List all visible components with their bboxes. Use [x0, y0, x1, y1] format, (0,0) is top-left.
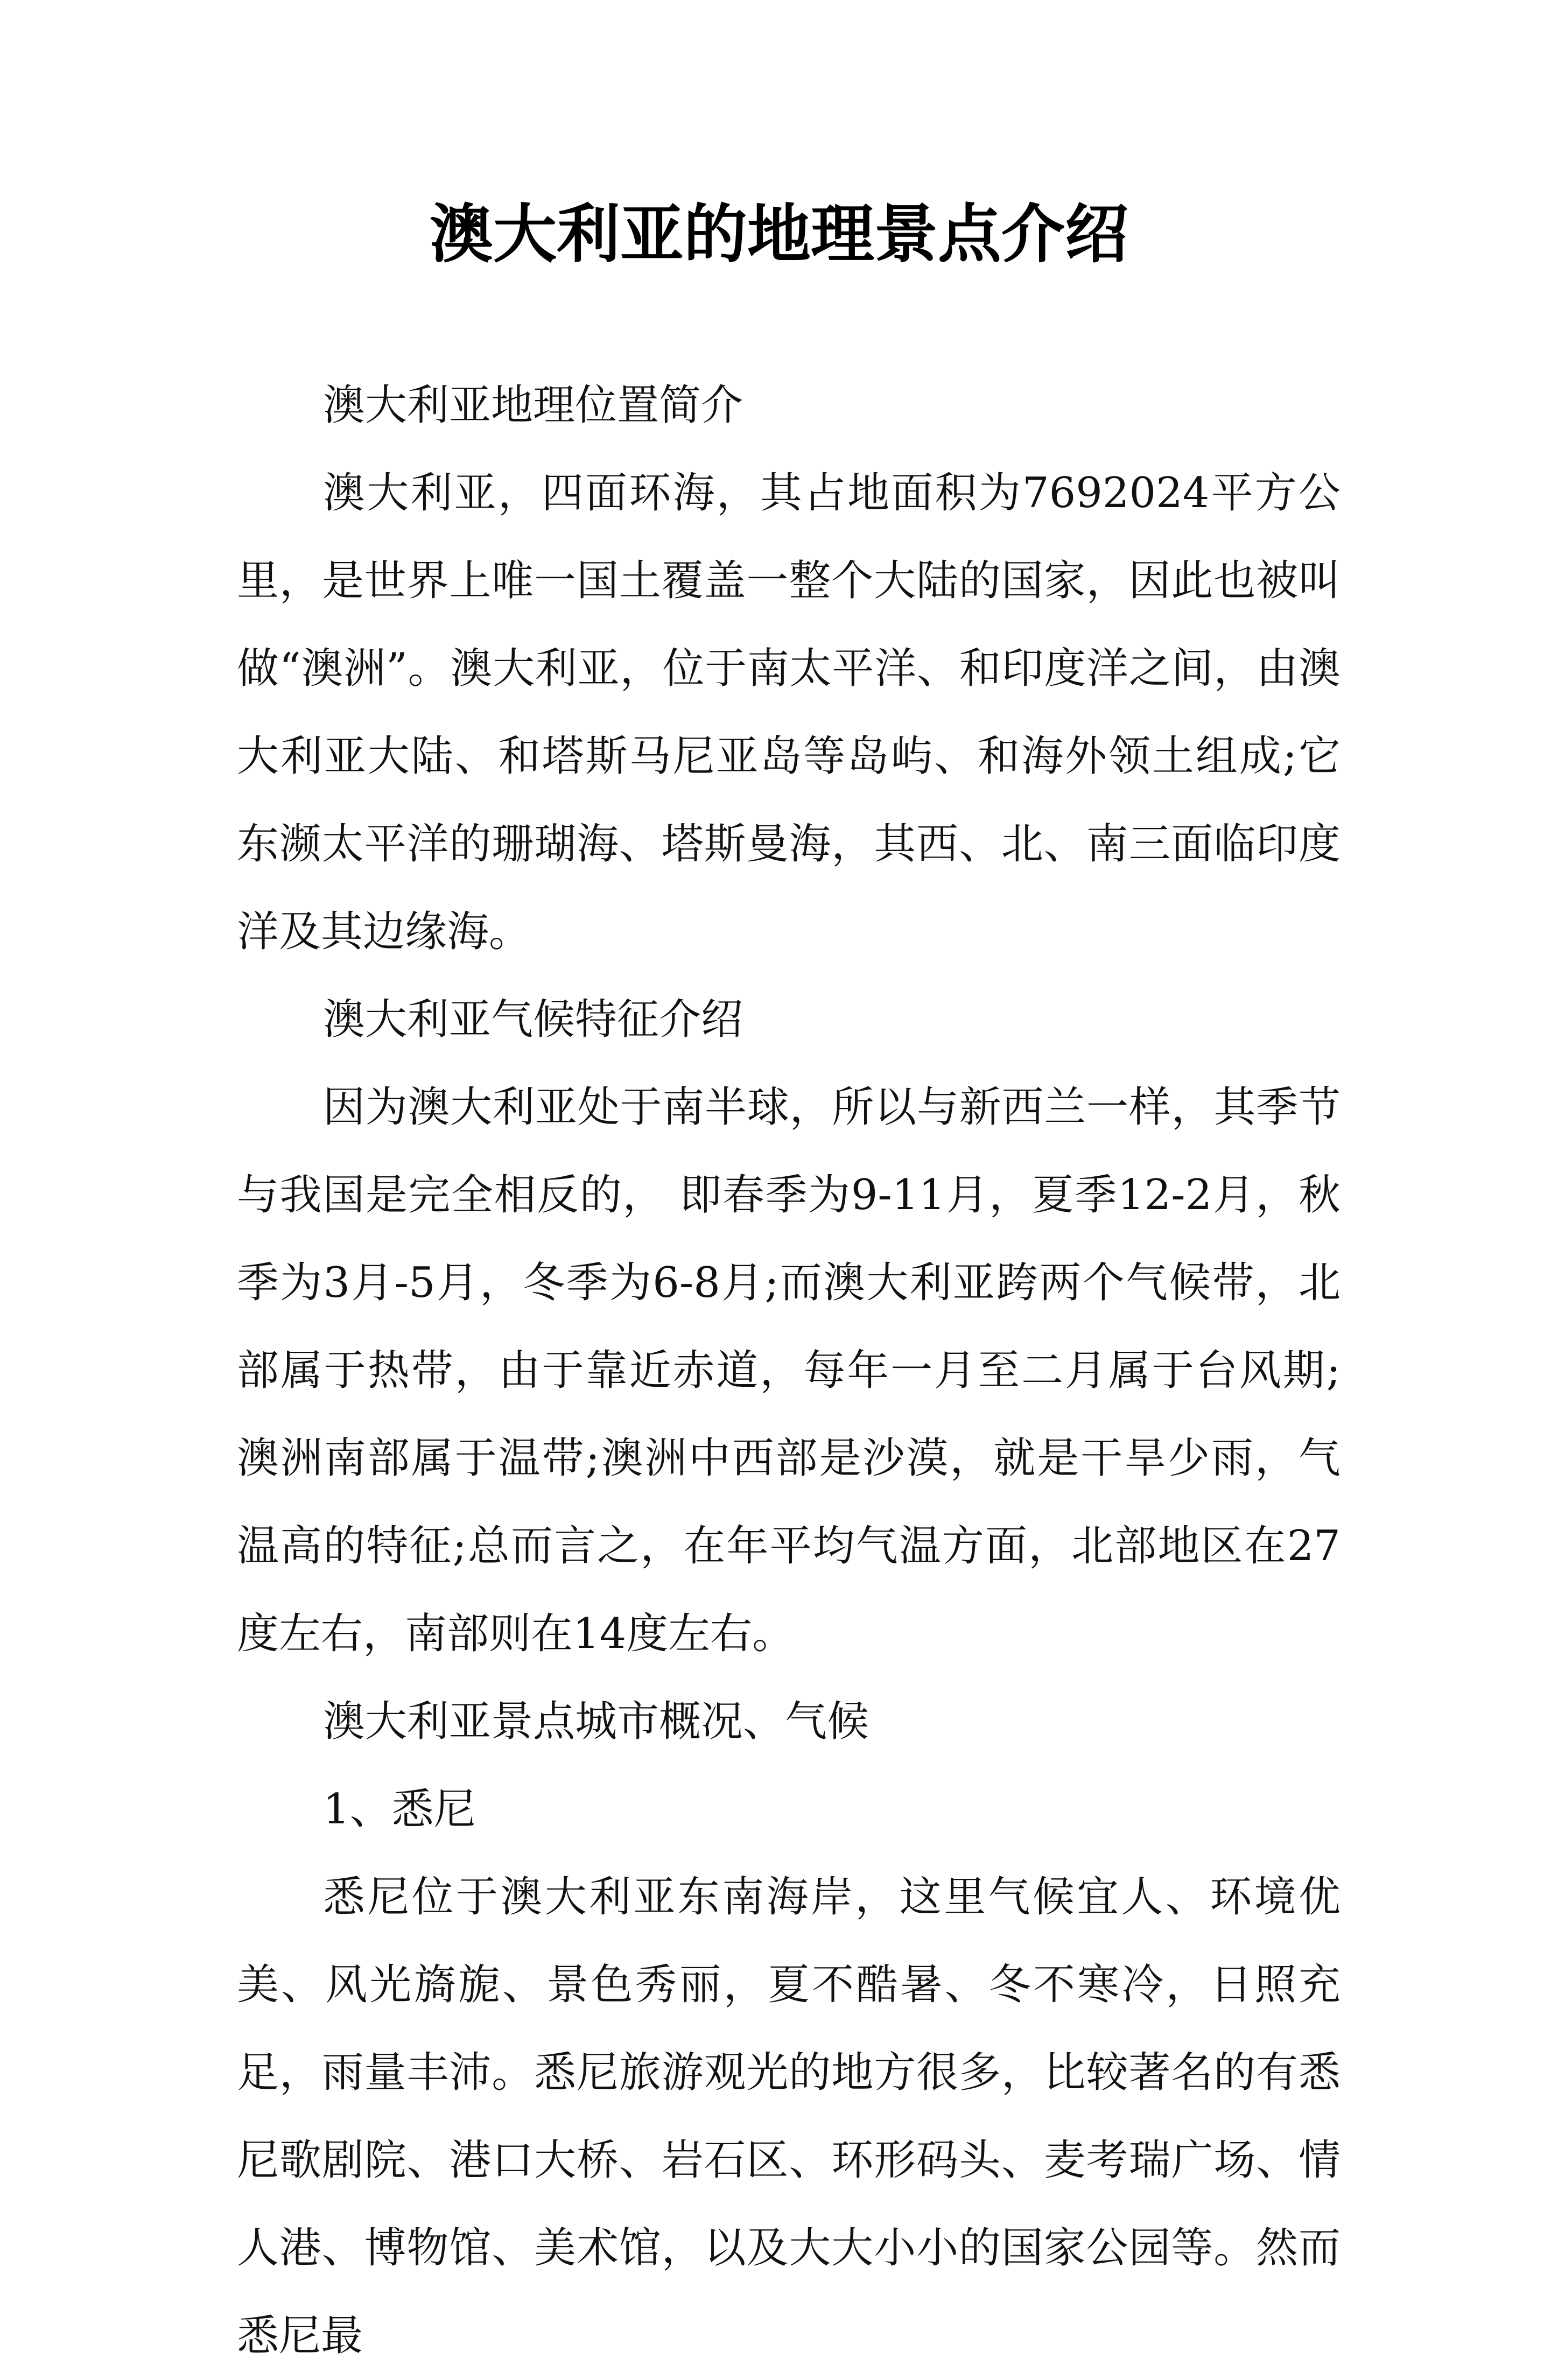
paragraph-location: 澳大利亚，四面环海，其占地面积为7692024平方公里，是世界上唯一国土覆盖一整个大陆的国家，因此也被叫做“澳洲”。澳大利亚，位于南太平洋、和印度洋之间，由澳大利亚大陆、和塔斯马尼亚岛等岛屿、和海外领土组成;它东濒太平洋的珊瑚海、塔斯曼海，其西、北、南三面临印度洋及其边缘海。 — [237, 469, 1341, 956]
section-heading-climate: 澳大利亚气候特征介绍 — [323, 995, 743, 1044]
paragraph-sydney: 悉尼位于澳大利亚东南海岸，这里气候宜人、环境优美、风光旖旎、景色秀丽，夏不酷暑、冬不寒冷，日照充足，雨量丰沛。悉尼旅游观光的地方很多，比较著名的有悉尼歌剧院、港口大桥、岩石区、环形码头、麦考瑞广场、情人港、博物馆、美术馆，以及大大小小的国家公园等。然而悉尼最 — [237, 1873, 1341, 2360]
subheading-sydney: 1、悉尼 — [323, 1785, 476, 1834]
paragraph-climate: 因为澳大利亚处于南半球，所以与新西兰一样，其季节与我国是完全相反的， 即春季为9-11月，夏季12-2月，秋季为3月-5月，冬季为6-8月;而澳大利亚跨两个气候带，北部属于热带，由于靠近赤道，每年一月至二月属于台风期;澳洲南部属于温带;澳洲中西部是沙漠，就是干旱少雨，气温高的特征;总而言之，在年平均气温方面，北部地区在27度左右，南部则在14度左右。 — [237, 1083, 1341, 1658]
section-heading-location: 澳大利亚地理位置简介 — [323, 381, 743, 430]
section-heading-cities: 澳大利亚景点城市概况、气候 — [323, 1697, 869, 1746]
document-title: 澳大利亚的地理景点介绍 — [429, 196, 1128, 271]
document-body — [237, 362, 1341, 2380]
